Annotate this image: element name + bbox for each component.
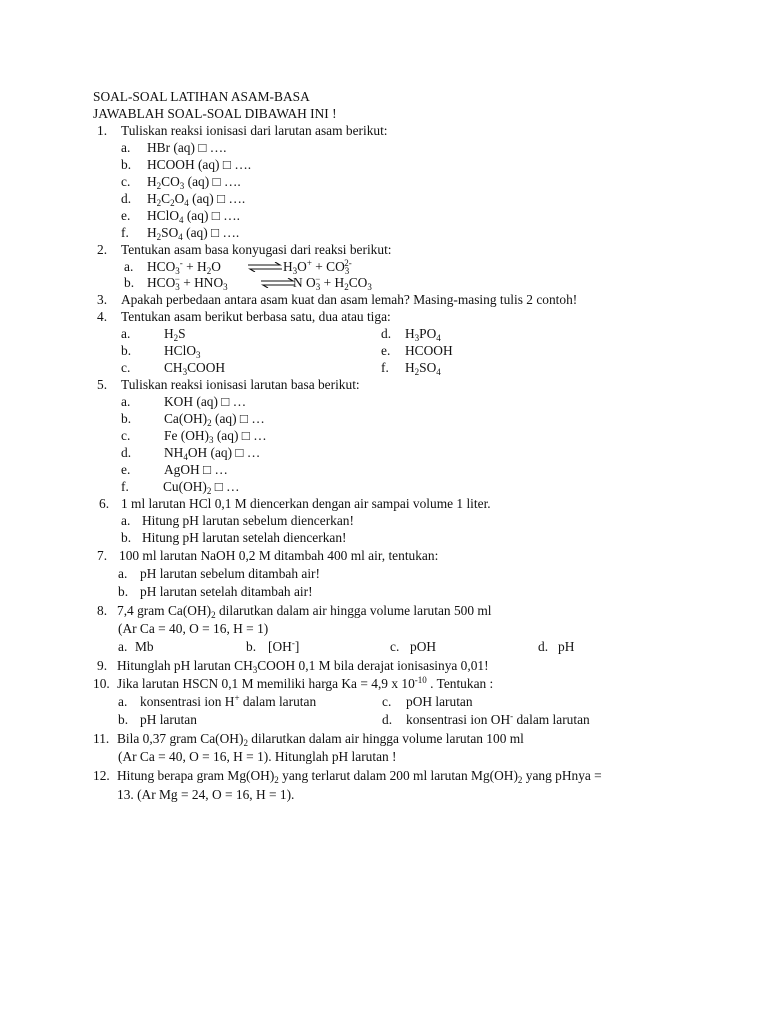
q8-item-a [118,638,154,655]
q6-item-a [121,512,354,529]
question-number: 9. [97,658,108,673]
question-2 [97,241,392,258]
q8-line-2: (Ar Ca = 40, O = 16, H = 1) [118,621,269,636]
item-label: e. [121,462,131,477]
q1-item-d [121,190,246,208]
item-text: pH [558,639,575,654]
item-formula: HCOOH (aq) □ …. [147,157,252,172]
q1-item-b [121,156,252,173]
question-number: 5. [97,377,108,392]
item-label: f. [121,225,129,240]
item-label: c. [121,174,131,189]
item-label: b. [121,343,132,358]
q4-item-e [381,342,453,359]
question-7 [97,547,439,564]
item-formula: HClO$_4$ (aq) □ …. [147,208,240,225]
q5-item-d [121,444,261,462]
item-text: pOH [410,639,437,654]
question-text: Bila 0,37 gram $Ca(OH)_2$ dilarutkan dalam air hingga volume larutan 100 ml [117,731,524,748]
item-text: konsentrasi ion H+ dalam larutan [140,693,317,709]
item-label: f. [381,360,389,375]
q8-item-b [246,638,300,655]
item-formula: $Ca(OH)_2$ (aq) □ … [164,411,265,428]
q4-item-f [381,359,441,377]
q4-item-a [121,325,186,343]
q7-item-b [118,583,313,600]
question-11 [93,730,524,748]
item-label: f. [121,479,129,494]
q5-item-b [121,410,265,428]
question-3 [97,291,578,308]
item-label: d. [538,639,549,654]
item-formula: $H_2C_2O_4$ (aq) □ …. [147,191,246,208]
item-text: pH larutan [140,712,197,727]
item-label: a. [121,140,131,155]
question-number: 11. [93,731,110,746]
q10-item-b [118,711,197,728]
item-text: pH larutan setelah ditambah air! [140,584,313,599]
item-formula: AgOH □ … [164,462,228,477]
item-label: b. [121,530,132,545]
q8-item-c [390,638,437,655]
q5-item-c [121,427,267,445]
item-label: d. [121,191,132,206]
question-9 [97,657,489,675]
question-text: Apakah perbedaan antara asam kuat dan asam lemah? Masing-masing tulis 2 contoh! [121,292,578,307]
item-formula: $Cu(OH)_2$ □ … [163,479,240,496]
question-text: Tuliskan reaksi ionisasi dari larutan asam berikut: [121,123,388,138]
item-text: Hitung pH larutan sebelum diencerkan! [142,513,354,528]
question-number: 6. [99,496,110,511]
question-number: 3. [97,292,108,307]
item-formula: Fe $(OH)_3$ (aq) □ … [164,428,267,445]
item-text: pH larutan sebelum ditambah air! [140,566,320,581]
document-title: SOAL-SOAL LATIHAN ASAM-BASA [93,89,310,104]
reaction-rhs: $H_3O^+ + CO_3^{2-}$ [283,258,352,276]
item-formula: $CH_3COOH$ [164,360,226,377]
item-label: c. [121,428,131,443]
box-glyph-icon: □ [198,140,207,155]
question-text: Hitunglah pH larutan $CH_3COOH$ 0,1 M bila derajat ionisasinya 0,01! [117,658,489,675]
box-glyph-icon: □ [222,157,231,172]
item-label: b. [246,639,257,654]
item-formula: $H_2S$ [164,326,186,343]
item-label: b. [121,411,132,426]
question-8 [97,602,492,620]
item-label: b. [121,157,132,172]
item-formula: HClO$_3$ [164,343,201,360]
reaction-lhs: $HCO_3^- + HNO_3$ [147,274,228,292]
item-text: Mb [135,639,154,654]
q2-item-a [124,258,352,276]
item-text: konsentrasi ion OH- dalam larutan [406,711,590,727]
question-5 [97,376,360,393]
q5-item-f [121,478,240,496]
question-number: 7. [97,548,108,563]
item-text: pOH larutan [406,694,473,709]
q1-item-a [121,139,227,156]
question-number: 12. [93,768,110,783]
item-text: [OH-] [268,638,300,654]
item-label: d. [121,445,132,460]
item-label: d. [381,326,392,341]
item-label: e. [121,208,131,223]
q10-item-d [382,711,590,728]
q10-item-a [118,693,317,710]
question-text: Tuliskan reaksi ionisasi larutan basa berikut: [121,377,360,392]
question-text: Hitung berapa gram $Mg(OH)_2$ yang terlarut dalam 200 ml larutan $Mg(OH)_2$ yang pHnya = [117,768,602,785]
question-number: 1. [97,123,108,138]
item-label: e. [381,343,391,358]
item-label: a. [118,694,128,709]
item-formula: $H_2CO_3$ (aq) □ …. [147,174,241,191]
item-label: a. [118,639,128,654]
reaction-rhs: N $O_3^- + H_2CO_3$ [293,274,372,292]
q2-item-b [124,274,372,292]
question-text: 1 ml larutan HCl 0,1 M diencerkan dengan air sampai volume 1 liter. [121,496,491,511]
item-formula: HBr (aq) □ …. [147,140,227,155]
question-text: 7,4 gram $Ca(OH)_2$ dilarutkan dalam air hingga volume larutan 500 ml [117,603,492,620]
q10-item-c [382,693,473,710]
item-label: a. [124,259,134,274]
question-text: Tentukan asam basa konyugasi dari reaksi berikut: [121,242,392,257]
question-6 [99,495,491,512]
document-instruction: JAWABLAH SOAL-SOAL DIBAWAH INI ! [93,106,337,121]
q1-item-e [121,207,240,225]
q4-item-c [121,359,226,377]
question-text: Jika larutan HSCN 0,1 M memiliki harga Ka = 4,9 x $10^{-10}$ . Tentukan : [117,675,494,691]
item-label: b. [124,275,135,290]
q8-item-d [538,638,575,655]
q5-item-a [121,393,247,410]
item-label: c. [390,639,400,654]
question-text: Tentukan asam berikut berbasa satu, dua atau tiga: [121,309,391,324]
item-label: c. [121,360,131,375]
item-label: d. [382,712,393,727]
item-formula: $H_3PO_4$ [405,326,441,343]
q1-item-c [121,173,241,191]
item-label: a. [121,326,131,341]
item-formula: $H_2SO_4$ [405,360,441,377]
q11-line-2: (Ar Ca = 40, O = 16, H = 1). Hitunglah pH larutan ! [118,749,397,764]
reaction-lhs: $HCO_3^- + H_2O$ [147,258,221,276]
q7-item-a [118,565,320,582]
item-label: a. [121,394,131,409]
question-number: 10. [93,676,110,691]
equilibrium-arrow-icon [247,262,281,272]
q1-item-f [121,224,240,242]
question-10 [93,675,494,692]
item-formula: HCOOH [405,343,453,358]
item-text: Hitung pH larutan setelah diencerkan! [142,530,347,545]
question-number: 8. [97,603,108,618]
question-12 [93,767,602,785]
item-formula: $H_2SO_4$ (aq) □ …. [147,225,240,242]
q6-item-b [121,529,347,546]
item-formula: KOH (aq) □ … [164,394,247,409]
question-4 [97,308,391,325]
item-label: a. [118,566,128,581]
item-label: a. [121,513,131,528]
question-number: 4. [97,309,108,324]
question-1 [97,122,388,139]
item-label: b. [118,584,129,599]
q4-item-d [381,325,441,343]
question-number: 2. [97,242,108,257]
q4-item-b [121,342,201,360]
equilibrium-arrow-icon [260,278,294,288]
item-label: b. [118,712,129,727]
question-text: 100 ml larutan NaOH 0,2 M ditambah 400 ml air, tentukan: [119,548,439,563]
q12-line-2: 13. (Ar Mg = 24, O = 16, H = 1). [117,787,295,802]
q5-item-e [121,461,228,478]
item-label: c. [382,694,392,709]
item-formula: $NH_4OH$ (aq) □ … [164,445,261,462]
